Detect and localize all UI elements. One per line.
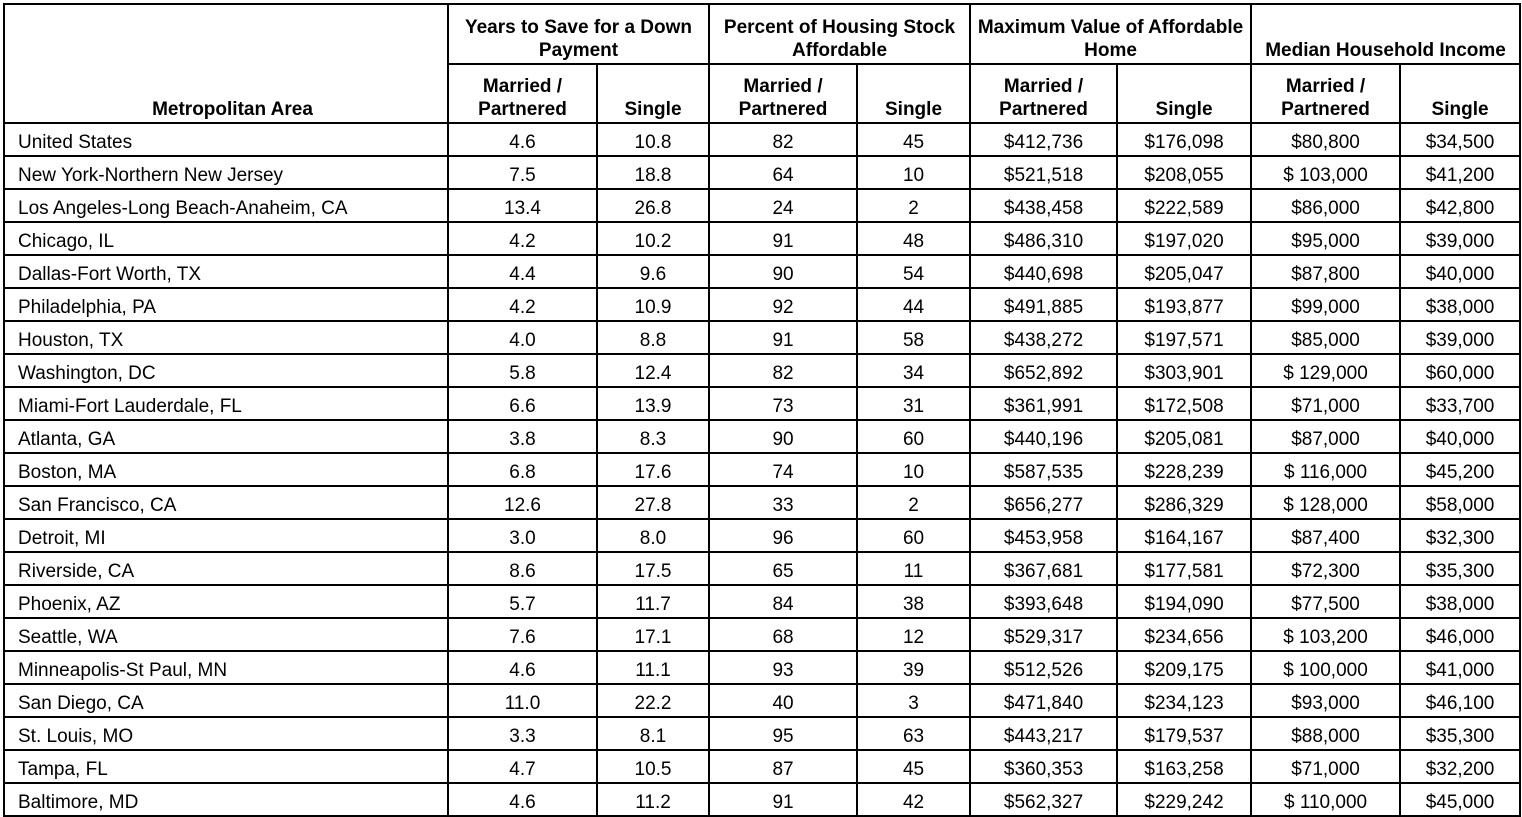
years-married-cell: 4.2: [448, 222, 597, 255]
years-married-cell: 5.8: [448, 354, 597, 387]
max-value-single-cell: $176,098: [1117, 123, 1251, 156]
percent-married-cell: 96: [709, 519, 857, 552]
header-metropolitan-area: Metropolitan Area: [4, 64, 448, 123]
percent-married-cell: 93: [709, 651, 857, 684]
max-value-married-cell: $471,840: [970, 684, 1117, 717]
income-single-cell: $38,000: [1400, 288, 1520, 321]
income-single-cell: $60,000: [1400, 354, 1520, 387]
percent-single-cell: 31: [857, 387, 970, 420]
max-value-married-cell: $562,327: [970, 783, 1117, 816]
percent-married-cell: 90: [709, 255, 857, 288]
max-value-single-cell: $234,123: [1117, 684, 1251, 717]
income-married-cell: $71,000: [1251, 750, 1400, 783]
max-value-single-cell: $228,239: [1117, 453, 1251, 486]
max-value-single-cell: $229,242: [1117, 783, 1251, 816]
table-row: [4, 486, 1520, 519]
max-value-single-cell: $222,589: [1117, 189, 1251, 222]
years-single-cell: 8.8: [597, 321, 709, 354]
max-value-married-cell: $438,272: [970, 321, 1117, 354]
header-years-to-save: Years to Save for a Down Payment: [448, 4, 709, 64]
percent-single-cell: 39: [857, 651, 970, 684]
max-value-married-cell: $440,196: [970, 420, 1117, 453]
percent-single-cell: 44: [857, 288, 970, 321]
years-single-cell: 10.2: [597, 222, 709, 255]
header-single: Single: [597, 64, 709, 123]
table-row: [4, 354, 1520, 387]
percent-single-cell: 38: [857, 585, 970, 618]
income-single-cell: $32,200: [1400, 750, 1520, 783]
income-married-cell: $ 100,000: [1251, 651, 1400, 684]
income-married-cell: $ 103,000: [1251, 156, 1400, 189]
metropolitan-area-cell: St. Louis, MO: [4, 717, 448, 750]
years-single-cell: 17.5: [597, 552, 709, 585]
percent-married-cell: 65: [709, 552, 857, 585]
metropolitan-area-cell: Phoenix, AZ: [4, 585, 448, 618]
income-married-cell: $88,000: [1251, 717, 1400, 750]
max-value-married-cell: $440,698: [970, 255, 1117, 288]
years-married-cell: 5.7: [448, 585, 597, 618]
max-value-single-cell: $208,055: [1117, 156, 1251, 189]
metropolitan-area-cell: Seattle, WA: [4, 618, 448, 651]
years-single-cell: 11.1: [597, 651, 709, 684]
income-single-cell: $40,000: [1400, 255, 1520, 288]
years-single-cell: 10.9: [597, 288, 709, 321]
years-married-cell: 6.8: [448, 453, 597, 486]
metropolitan-area-cell: San Diego, CA: [4, 684, 448, 717]
income-married-cell: $ 116,000: [1251, 453, 1400, 486]
percent-single-cell: 45: [857, 123, 970, 156]
years-single-cell: 11.2: [597, 783, 709, 816]
metropolitan-area-cell: Detroit, MI: [4, 519, 448, 552]
percent-married-cell: 68: [709, 618, 857, 651]
max-value-single-cell: $286,329: [1117, 486, 1251, 519]
years-single-cell: 10.5: [597, 750, 709, 783]
max-value-single-cell: $197,020: [1117, 222, 1251, 255]
percent-single-cell: 2: [857, 486, 970, 519]
years-married-cell: 6.6: [448, 387, 597, 420]
years-single-cell: 27.8: [597, 486, 709, 519]
max-value-married-cell: $491,885: [970, 288, 1117, 321]
percent-single-cell: 60: [857, 420, 970, 453]
metropolitan-area-cell: San Francisco, CA: [4, 486, 448, 519]
max-value-married-cell: $512,526: [970, 651, 1117, 684]
max-value-single-cell: $163,258: [1117, 750, 1251, 783]
income-single-cell: $35,300: [1400, 552, 1520, 585]
years-single-cell: 9.6: [597, 255, 709, 288]
income-married-cell: $87,800: [1251, 255, 1400, 288]
income-single-cell: $39,000: [1400, 222, 1520, 255]
max-value-married-cell: $453,958: [970, 519, 1117, 552]
years-married-cell: 13.4: [448, 189, 597, 222]
income-single-cell: $35,300: [1400, 717, 1520, 750]
percent-single-cell: 45: [857, 750, 970, 783]
income-married-cell: $85,000: [1251, 321, 1400, 354]
years-married-cell: 4.7: [448, 750, 597, 783]
income-single-cell: $34,500: [1400, 123, 1520, 156]
percent-married-cell: 64: [709, 156, 857, 189]
max-value-single-cell: $194,090: [1117, 585, 1251, 618]
income-single-cell: $58,000: [1400, 486, 1520, 519]
table-row: [4, 585, 1520, 618]
table-row: [4, 717, 1520, 750]
max-value-single-cell: $303,901: [1117, 354, 1251, 387]
income-married-cell: $77,500: [1251, 585, 1400, 618]
percent-single-cell: 54: [857, 255, 970, 288]
table-row: [4, 123, 1520, 156]
years-single-cell: 8.3: [597, 420, 709, 453]
percent-married-cell: 73: [709, 387, 857, 420]
metropolitan-area-cell: Boston, MA: [4, 453, 448, 486]
header-blank-cell: [4, 4, 448, 64]
years-married-cell: 3.0: [448, 519, 597, 552]
metropolitan-area-cell: Los Angeles-Long Beach-Anaheim, CA: [4, 189, 448, 222]
percent-single-cell: 48: [857, 222, 970, 255]
income-married-cell: $ 129,000: [1251, 354, 1400, 387]
max-value-married-cell: $360,353: [970, 750, 1117, 783]
table-row: [4, 387, 1520, 420]
income-single-cell: $33,700: [1400, 387, 1520, 420]
header-max-value: Maximum Value of Affordable Home: [970, 4, 1251, 64]
metropolitan-area-cell: Minneapolis-St Paul, MN: [4, 651, 448, 684]
years-single-cell: 13.9: [597, 387, 709, 420]
max-value-married-cell: $412,736: [970, 123, 1117, 156]
percent-married-cell: 74: [709, 453, 857, 486]
metropolitan-area-cell: Washington, DC: [4, 354, 448, 387]
metropolitan-area-cell: United States: [4, 123, 448, 156]
max-value-married-cell: $529,317: [970, 618, 1117, 651]
max-value-married-cell: $438,458: [970, 189, 1117, 222]
table-row: [4, 189, 1520, 222]
years-single-cell: 11.7: [597, 585, 709, 618]
percent-married-cell: 90: [709, 420, 857, 453]
years-married-cell: 3.8: [448, 420, 597, 453]
table-row: [4, 156, 1520, 189]
header-group-row: [4, 4, 1520, 64]
income-single-cell: $32,300: [1400, 519, 1520, 552]
income-single-cell: $46,100: [1400, 684, 1520, 717]
income-married-cell: $95,000: [1251, 222, 1400, 255]
income-single-cell: $40,000: [1400, 420, 1520, 453]
percent-single-cell: 3: [857, 684, 970, 717]
table-row: [4, 288, 1520, 321]
percent-single-cell: 63: [857, 717, 970, 750]
max-value-single-cell: $205,081: [1117, 420, 1251, 453]
income-married-cell: $ 128,000: [1251, 486, 1400, 519]
percent-single-cell: 2: [857, 189, 970, 222]
years-married-cell: 7.6: [448, 618, 597, 651]
years-married-cell: 8.6: [448, 552, 597, 585]
percent-married-cell: 24: [709, 189, 857, 222]
metropolitan-area-cell: Miami-Fort Lauderdale, FL: [4, 387, 448, 420]
years-single-cell: 12.4: [597, 354, 709, 387]
percent-single-cell: 60: [857, 519, 970, 552]
percent-married-cell: 91: [709, 783, 857, 816]
max-value-married-cell: $587,535: [970, 453, 1117, 486]
income-married-cell: $ 110,000: [1251, 783, 1400, 816]
affordability-table: [3, 3, 1521, 817]
metropolitan-area-cell: Tampa, FL: [4, 750, 448, 783]
metropolitan-area-cell: Atlanta, GA: [4, 420, 448, 453]
max-value-married-cell: $367,681: [970, 552, 1117, 585]
percent-married-cell: 40: [709, 684, 857, 717]
header-single: Single: [1117, 64, 1251, 123]
header-married: Married / Partnered: [1251, 64, 1400, 123]
max-value-married-cell: $393,648: [970, 585, 1117, 618]
max-value-single-cell: $234,656: [1117, 618, 1251, 651]
max-value-single-cell: $209,175: [1117, 651, 1251, 684]
years-married-cell: 4.6: [448, 783, 597, 816]
metropolitan-area-cell: New York-Northern New Jersey: [4, 156, 448, 189]
income-married-cell: $87,000: [1251, 420, 1400, 453]
years-married-cell: 12.6: [448, 486, 597, 519]
header-percent-affordable: Percent of Housing Stock Affordable: [709, 4, 970, 64]
years-married-cell: 4.6: [448, 651, 597, 684]
percent-married-cell: 84: [709, 585, 857, 618]
header-married: Married / Partnered: [448, 64, 597, 123]
table-row: [4, 651, 1520, 684]
table-row: [4, 684, 1520, 717]
years-married-cell: 4.4: [448, 255, 597, 288]
years-single-cell: 17.6: [597, 453, 709, 486]
percent-married-cell: 91: [709, 321, 857, 354]
max-value-married-cell: $361,991: [970, 387, 1117, 420]
table-row: [4, 453, 1520, 486]
table-row: [4, 618, 1520, 651]
percent-married-cell: 95: [709, 717, 857, 750]
years-married-cell: 4.2: [448, 288, 597, 321]
income-single-cell: $41,200: [1400, 156, 1520, 189]
max-value-single-cell: $197,571: [1117, 321, 1251, 354]
years-single-cell: 17.1: [597, 618, 709, 651]
percent-married-cell: 91: [709, 222, 857, 255]
years-married-cell: 11.0: [448, 684, 597, 717]
years-single-cell: 22.2: [597, 684, 709, 717]
header-married: Married / Partnered: [970, 64, 1117, 123]
percent-married-cell: 33: [709, 486, 857, 519]
header-median-income: Median Household Income: [1251, 4, 1520, 64]
income-single-cell: $45,000: [1400, 783, 1520, 816]
income-married-cell: $99,000: [1251, 288, 1400, 321]
years-married-cell: 4.0: [448, 321, 597, 354]
income-married-cell: $80,800: [1251, 123, 1400, 156]
percent-married-cell: 82: [709, 354, 857, 387]
percent-married-cell: 92: [709, 288, 857, 321]
years-single-cell: 8.1: [597, 717, 709, 750]
percent-single-cell: 34: [857, 354, 970, 387]
income-married-cell: $87,400: [1251, 519, 1400, 552]
income-single-cell: $45,200: [1400, 453, 1520, 486]
income-married-cell: $93,000: [1251, 684, 1400, 717]
income-married-cell: $ 103,200: [1251, 618, 1400, 651]
table-body: [4, 123, 1520, 816]
income-single-cell: $41,000: [1400, 651, 1520, 684]
percent-single-cell: 12: [857, 618, 970, 651]
metropolitan-area-cell: Dallas-Fort Worth, TX: [4, 255, 448, 288]
max-value-married-cell: $443,217: [970, 717, 1117, 750]
percent-single-cell: 58: [857, 321, 970, 354]
years-single-cell: 8.0: [597, 519, 709, 552]
years-married-cell: 7.5: [448, 156, 597, 189]
years-single-cell: 26.8: [597, 189, 709, 222]
percent-single-cell: 42: [857, 783, 970, 816]
years-married-cell: 4.6: [448, 123, 597, 156]
header-sub-row: [4, 64, 1520, 123]
max-value-single-cell: $164,167: [1117, 519, 1251, 552]
years-single-cell: 18.8: [597, 156, 709, 189]
table-row: [4, 255, 1520, 288]
percent-single-cell: 10: [857, 156, 970, 189]
metropolitan-area-cell: Chicago, IL: [4, 222, 448, 255]
income-married-cell: $72,300: [1251, 552, 1400, 585]
metropolitan-area-cell: Houston, TX: [4, 321, 448, 354]
metropolitan-area-cell: Riverside, CA: [4, 552, 448, 585]
income-single-cell: $38,000: [1400, 585, 1520, 618]
max-value-married-cell: $656,277: [970, 486, 1117, 519]
income-married-cell: $86,000: [1251, 189, 1400, 222]
income-single-cell: $39,000: [1400, 321, 1520, 354]
table-row: [4, 552, 1520, 585]
max-value-married-cell: $521,518: [970, 156, 1117, 189]
max-value-single-cell: $205,047: [1117, 255, 1251, 288]
header-married: Married / Partnered: [709, 64, 857, 123]
table-row: [4, 420, 1520, 453]
header-single: Single: [857, 64, 970, 123]
percent-single-cell: 11: [857, 552, 970, 585]
metropolitan-area-cell: Philadelphia, PA: [4, 288, 448, 321]
percent-single-cell: 10: [857, 453, 970, 486]
percent-married-cell: 82: [709, 123, 857, 156]
max-value-single-cell: $172,508: [1117, 387, 1251, 420]
max-value-married-cell: $486,310: [970, 222, 1117, 255]
table-row: [4, 750, 1520, 783]
max-value-single-cell: $177,581: [1117, 552, 1251, 585]
income-single-cell: $46,000: [1400, 618, 1520, 651]
max-value-single-cell: $179,537: [1117, 717, 1251, 750]
table-row: [4, 321, 1520, 354]
years-single-cell: 10.8: [597, 123, 709, 156]
table-row: [4, 222, 1520, 255]
years-married-cell: 3.3: [448, 717, 597, 750]
percent-married-cell: 87: [709, 750, 857, 783]
metropolitan-area-cell: Baltimore, MD: [4, 783, 448, 816]
income-single-cell: $42,800: [1400, 189, 1520, 222]
max-value-single-cell: $193,877: [1117, 288, 1251, 321]
income-married-cell: $71,000: [1251, 387, 1400, 420]
header-single: Single: [1400, 64, 1520, 123]
table-row: [4, 519, 1520, 552]
max-value-married-cell: $652,892: [970, 354, 1117, 387]
